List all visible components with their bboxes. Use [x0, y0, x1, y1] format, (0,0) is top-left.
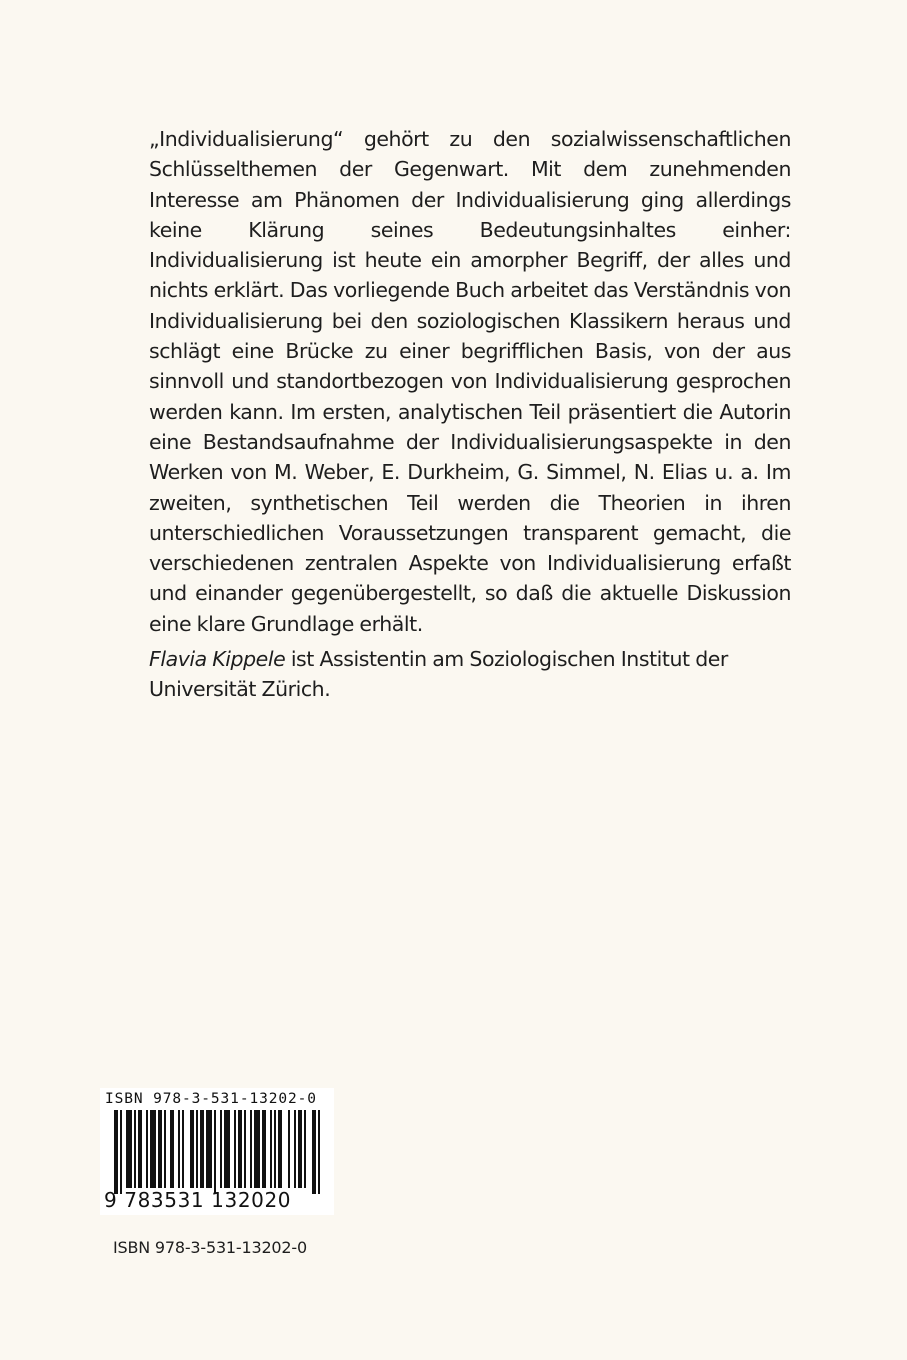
barcode-bar: [270, 1110, 272, 1188]
barcode-bar: [262, 1110, 266, 1188]
barcode-bar: [250, 1110, 252, 1188]
barcode-bar: [146, 1110, 148, 1188]
author-name: Flavia Kippele: [149, 647, 286, 671]
barcode-bar: [190, 1110, 194, 1188]
barcode-bar: [134, 1110, 136, 1188]
barcode-bar: [120, 1110, 122, 1194]
barcode-bar: [278, 1110, 282, 1188]
barcode-bar: [170, 1110, 174, 1188]
barcode-bar: [304, 1110, 306, 1188]
author-note: [149, 644, 791, 705]
barcode-bar: [220, 1110, 222, 1188]
barcode-bar: [298, 1110, 302, 1188]
barcode-bar: [214, 1110, 216, 1194]
barcode-bar: [206, 1110, 212, 1188]
back-cover-blurb: [149, 124, 791, 639]
author-description: ist Assistentin am Soziologischen Institut der Universität Zürich.: [149, 647, 728, 702]
barcode-bar: [254, 1110, 260, 1188]
barcode-bar: [158, 1110, 162, 1188]
barcode-bar: [318, 1110, 320, 1194]
barcode-bar: [114, 1110, 118, 1194]
barcode-bar: [274, 1110, 276, 1188]
barcode-bar: [294, 1110, 296, 1188]
barcode-bar: [150, 1110, 156, 1188]
barcode-bar: [244, 1110, 246, 1188]
barcode-bar: [138, 1110, 142, 1188]
isbn-text: ISBN 978-3-531-13202-0: [113, 1238, 307, 1257]
barcode-bar: [126, 1110, 132, 1188]
barcode: [100, 1088, 334, 1215]
barcode-bar: [312, 1110, 316, 1194]
barcode-digits: 9 783531 132020: [104, 1188, 292, 1212]
barcode-bar: [234, 1110, 236, 1188]
blurb-paragraph: „Individualisierung“ gehört zu den sozialwissenschaftlichen Schlüsselthemen der Gegenwart. Mit dem zunehmenden Interesse am Phänomen der Individualisierung ging allerdings keine Klärung seines Bedeutungsinhaltes einher: Individualisierung ist heute ein amorpher Begriff, der alles und nichts erklärt. Das vorliegende Buch arbeitet das Verständnis von Individualisierung bei den soziologischen Klassikern heraus und schlägt eine Brücke zu einer begrifflichen Basis, von der aus sinnvoll und standortbezogen von Individualisierung gesprochen werden kann. Im ersten, analytischen Teil präsentiert die Autorin eine Bestandsaufnahme der Individualisierungsaspekte in den Werken von M. Weber, E. Durkheim, G. Simmel, N. Elias u. a. Im zweiten, synthetischen Teil werden die Theorien in ihren unterschiedlichen Voraussetzungen transparent gemacht, die verschiedenen zentralen Aspekte von Individualisierung erfaßt und einander gegenübergestellt, so daß die aktuelle Diskussion eine klare Grundlage erhält.: [149, 127, 791, 636]
barcode-bar: [288, 1110, 290, 1188]
barcode-isbn-label: ISBN 978-3-531-13202-0: [105, 1091, 317, 1107]
barcode-bar: [182, 1110, 184, 1188]
barcode-bar: [224, 1110, 230, 1188]
barcode-bar: [196, 1110, 198, 1188]
barcode-bar: [200, 1110, 204, 1188]
barcode-bar: [164, 1110, 166, 1188]
barcode-bar: [238, 1110, 242, 1188]
barcode-bar: [178, 1110, 180, 1188]
